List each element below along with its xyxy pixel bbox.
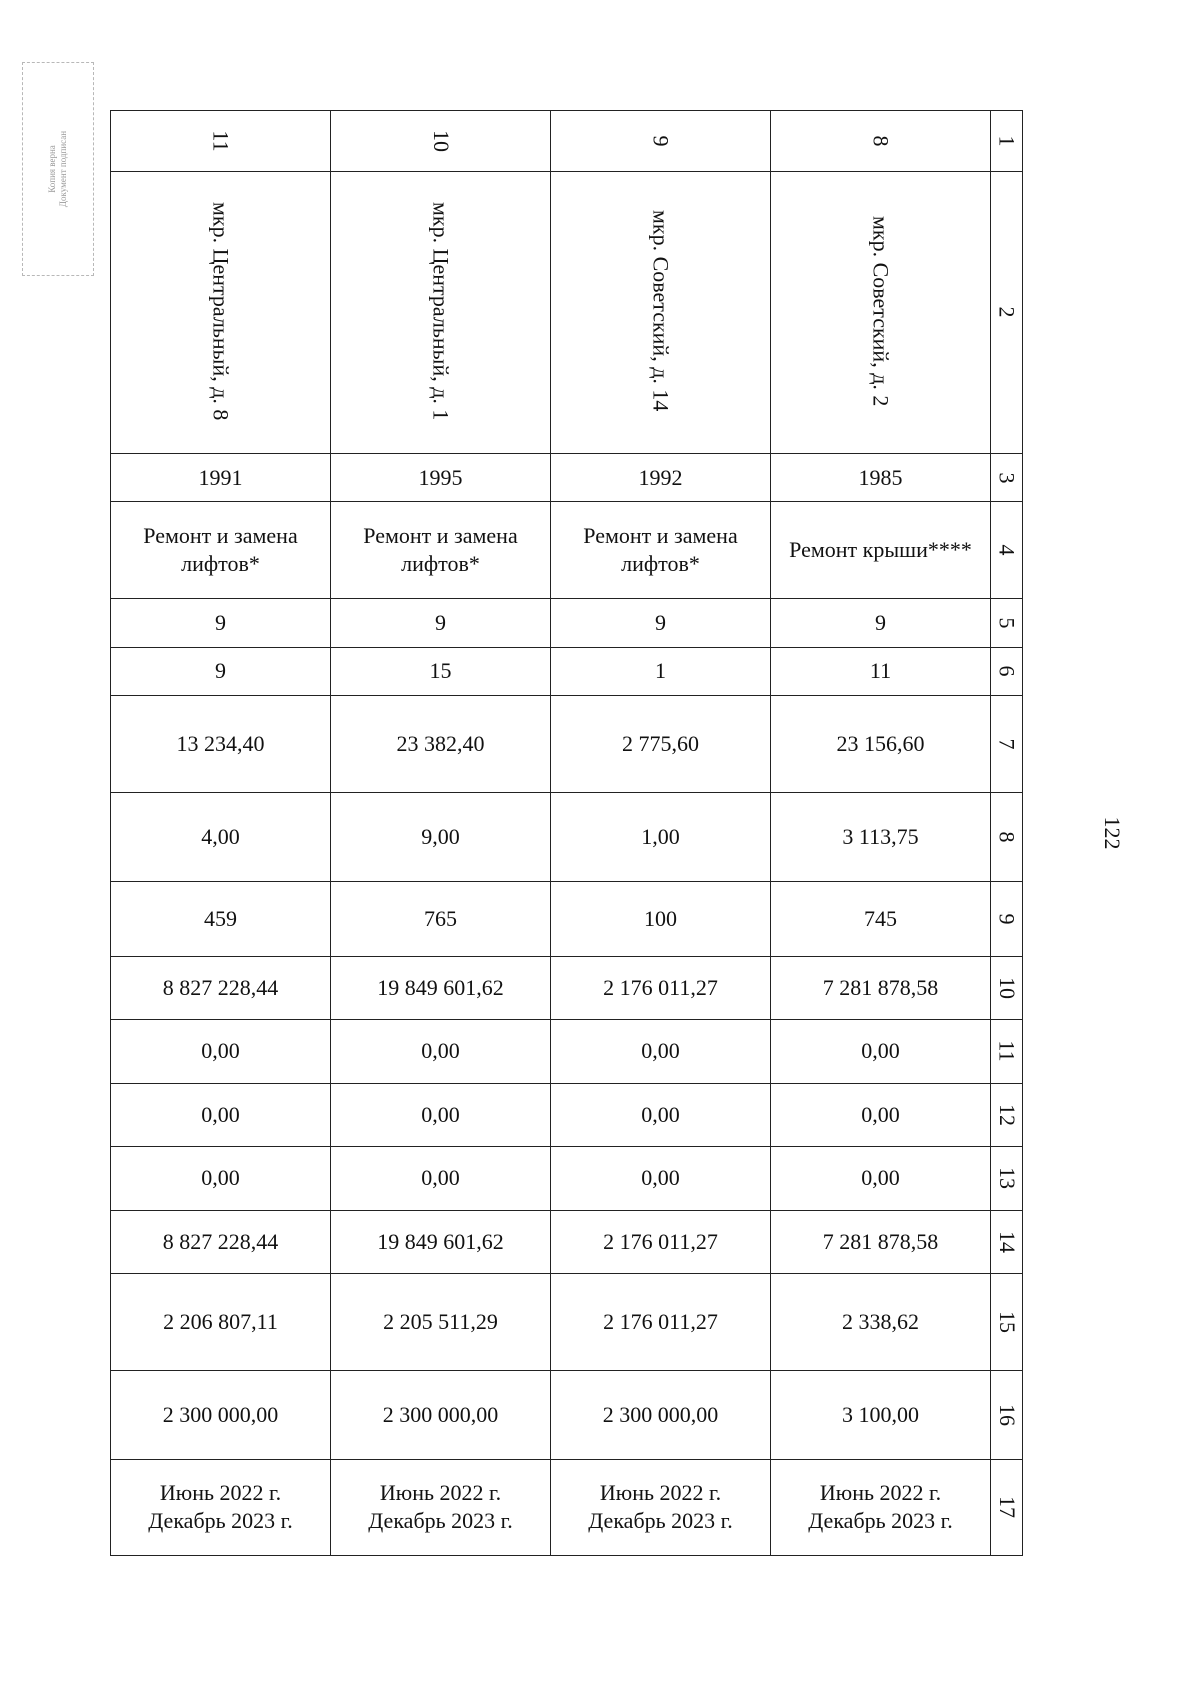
table-cell: 2 300 000,00 [551, 1371, 771, 1460]
table-cell: 0,00 [331, 1020, 551, 1084]
table-cell: 19 849 601,62 [331, 1210, 551, 1274]
table-cell: 2 206 807,11 [111, 1274, 331, 1371]
year-cell: 1991 [111, 454, 331, 502]
data-table [110, 110, 1023, 1556]
table-row [111, 696, 1023, 793]
table-cell: 0,00 [331, 1147, 551, 1211]
table-cell: 9 [551, 599, 771, 647]
row-number: 17 [991, 1459, 1023, 1555]
table-cell: 3 113,75 [771, 793, 991, 882]
row-number: 1 [991, 111, 1023, 172]
address-cell: мкр. Центральный, д. 1 [331, 171, 551, 454]
page-number: 122 [1100, 816, 1125, 850]
row-number: 14 [991, 1210, 1023, 1274]
table-cell: 3 100,00 [771, 1371, 991, 1460]
table-cell: 0,00 [111, 1020, 331, 1084]
row-number: 15 [991, 1274, 1023, 1371]
work-cell: Ремонт и замена лифтов* [551, 502, 771, 599]
work-cell: Ремонт и замена лифтов* [111, 502, 331, 599]
table-cell: 15 [331, 647, 551, 695]
table-cell: 2 205 511,29 [331, 1274, 551, 1371]
table-cell: 8 [771, 111, 991, 172]
table-cell: 2 176 011,27 [551, 1274, 771, 1371]
row-number: 4 [991, 502, 1023, 599]
row-number: 6 [991, 647, 1023, 695]
table-row [111, 1147, 1023, 1211]
table-cell: 0,00 [111, 1083, 331, 1147]
table-cell: 4,00 [111, 793, 331, 882]
work-cell: Ремонт и замена лифтов* [331, 502, 551, 599]
table-cell: 2 300 000,00 [331, 1371, 551, 1460]
table-row [111, 793, 1023, 882]
table-cell: 8 827 228,44 [111, 1210, 331, 1274]
table-row [111, 1210, 1023, 1274]
table-cell: 1,00 [551, 793, 771, 882]
table-cell: 459 [111, 881, 331, 956]
table-cell: 9 [331, 599, 551, 647]
table-cell: 23 156,60 [771, 696, 991, 793]
table-row [111, 647, 1023, 695]
stamp-text: Копия верна Документ подписан [47, 130, 68, 208]
table-cell: 2 176 011,27 [551, 956, 771, 1020]
address-cell: мкр. Центральный, д. 8 [111, 171, 331, 454]
table-cell: 0,00 [551, 1147, 771, 1211]
table-cell: 7 281 878,58 [771, 956, 991, 1020]
table-cell: 0,00 [111, 1147, 331, 1211]
row-number: 2 [991, 171, 1023, 454]
table-cell: 13 234,40 [111, 696, 331, 793]
table-cell: 11 [111, 111, 331, 172]
year-cell: 1995 [331, 454, 551, 502]
address-cell: мкр. Советский, д. 2 [771, 171, 991, 454]
table-cell: 0,00 [551, 1020, 771, 1084]
row-number: 11 [991, 1020, 1023, 1084]
period-cell: Июнь 2022 г. Декабрь 2023 г. [111, 1459, 331, 1555]
row-number: 12 [991, 1083, 1023, 1147]
table-cell: 9,00 [331, 793, 551, 882]
row-number: 7 [991, 696, 1023, 793]
table-row [111, 1371, 1023, 1460]
table-cell: 745 [771, 881, 991, 956]
table-row [111, 171, 1023, 454]
table-cell: 9 [111, 599, 331, 647]
table-cell: 0,00 [771, 1020, 991, 1084]
period-cell: Июнь 2022 г. Декабрь 2023 г. [771, 1459, 991, 1555]
table-row [111, 454, 1023, 502]
year-cell: 1985 [771, 454, 991, 502]
table-cell: 9 [551, 111, 771, 172]
table-row [111, 1274, 1023, 1371]
table-cell: 0,00 [551, 1083, 771, 1147]
table-cell: 10 [331, 111, 551, 172]
table-cell: 2 775,60 [551, 696, 771, 793]
row-number: 5 [991, 599, 1023, 647]
table-row [111, 1020, 1023, 1084]
table-row [111, 1459, 1023, 1555]
row-number: 8 [991, 793, 1023, 882]
table-cell: 2 176 011,27 [551, 1210, 771, 1274]
table-cell: 9 [111, 647, 331, 695]
table-cell: 7 281 878,58 [771, 1210, 991, 1274]
work-cell: Ремонт крыши**** [771, 502, 991, 599]
table-row [111, 599, 1023, 647]
table-cell: 0,00 [771, 1083, 991, 1147]
row-number: 10 [991, 956, 1023, 1020]
table-cell: 100 [551, 881, 771, 956]
table-cell: 9 [771, 599, 991, 647]
row-number: 13 [991, 1147, 1023, 1211]
period-cell: Июнь 2022 г. Декабрь 2023 г. [331, 1459, 551, 1555]
table-row [111, 1083, 1023, 1147]
row-number: 16 [991, 1371, 1023, 1460]
year-cell: 1992 [551, 454, 771, 502]
table-row [111, 881, 1023, 956]
table-cell: 0,00 [771, 1147, 991, 1211]
table-cell: 0,00 [331, 1083, 551, 1147]
table-cell: 2 300 000,00 [111, 1371, 331, 1460]
table-cell: 2 338,62 [771, 1274, 991, 1371]
table-cell: 765 [331, 881, 551, 956]
table-row [111, 956, 1023, 1020]
table-cell: 1 [551, 647, 771, 695]
row-number: 9 [991, 881, 1023, 956]
table-cell: 8 827 228,44 [111, 956, 331, 1020]
row-number: 3 [991, 454, 1023, 502]
table-cell: 23 382,40 [331, 696, 551, 793]
table-row [111, 502, 1023, 599]
document-stamp [22, 62, 94, 276]
period-cell: Июнь 2022 г. Декабрь 2023 г. [551, 1459, 771, 1555]
table-cell: 19 849 601,62 [331, 956, 551, 1020]
address-cell: мкр. Советский, д. 14 [551, 171, 771, 454]
table-cell: 11 [771, 647, 991, 695]
table-row [111, 111, 1023, 172]
